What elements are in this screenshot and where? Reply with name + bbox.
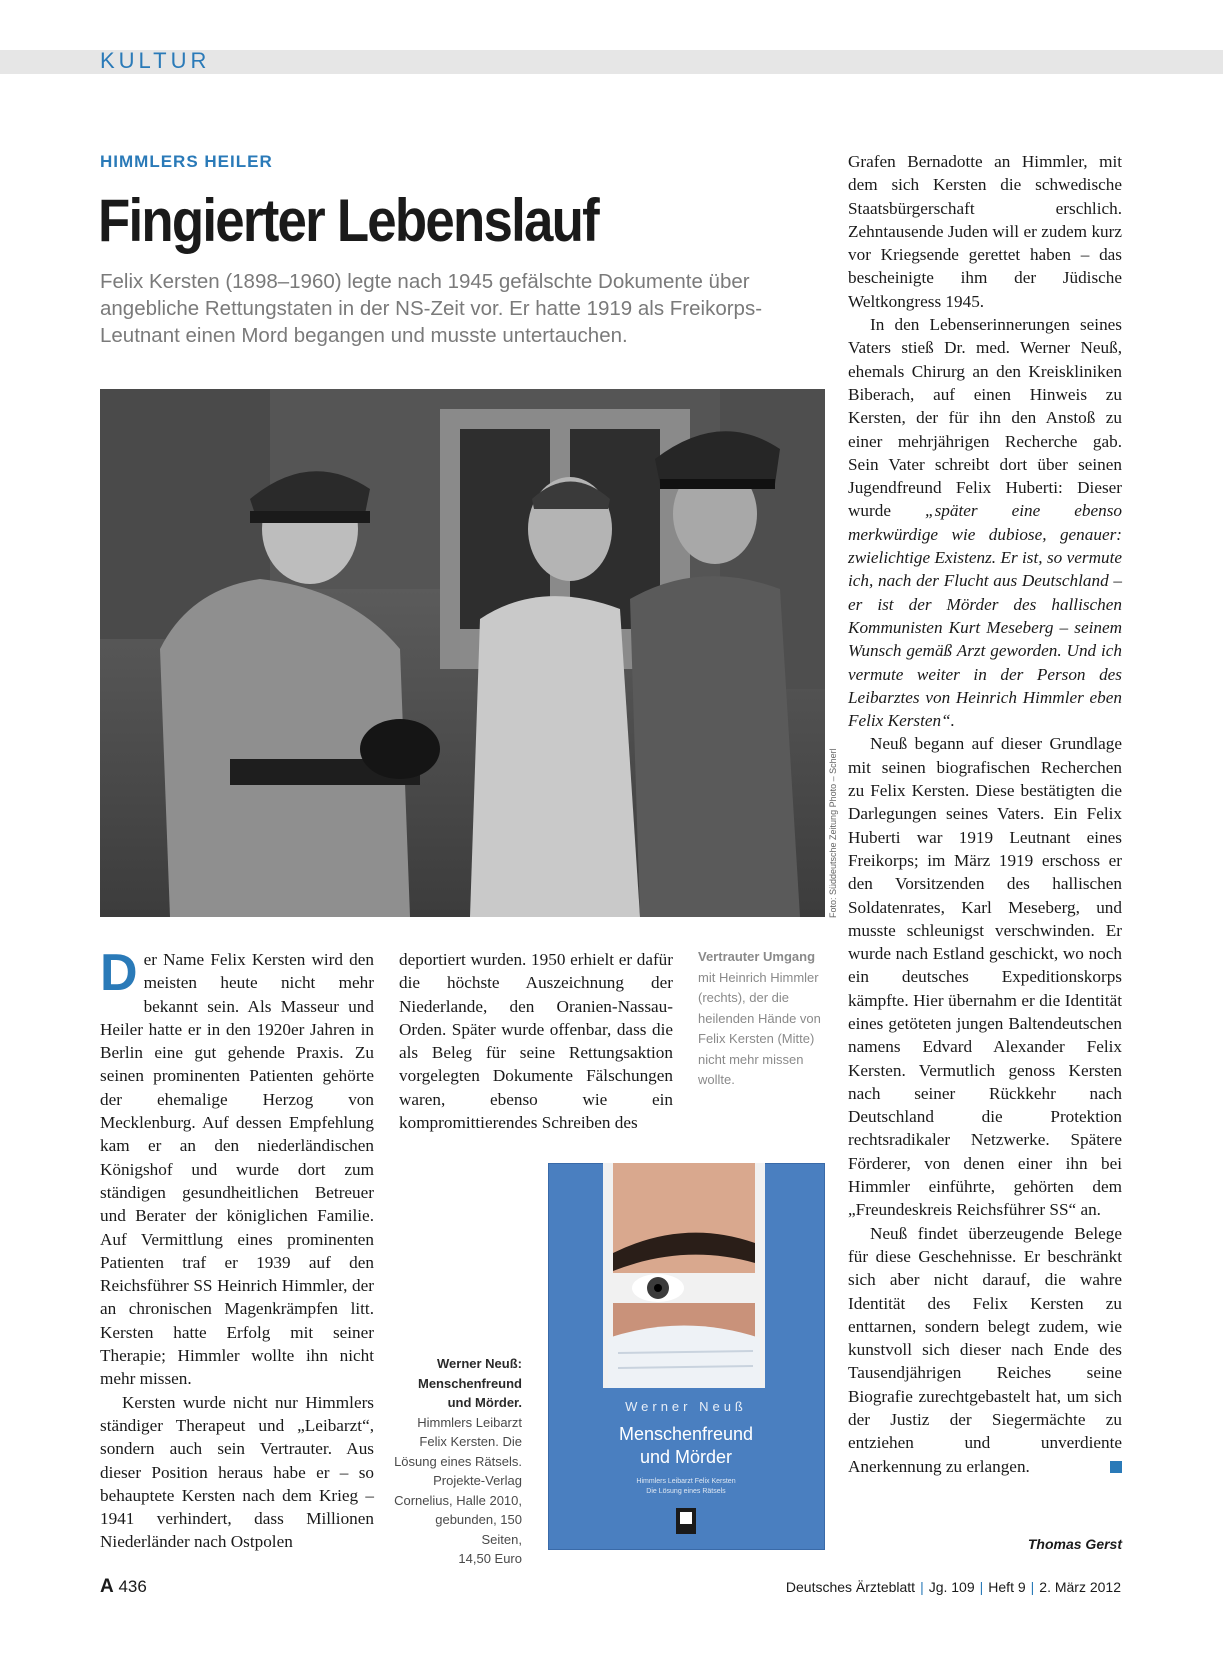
- body-paragraph: [848, 1222, 1122, 1478]
- caption-text: mit Heinrich Himmler (rechts), der die heilenden Hände von Felix Kersten (Mitte) nicht mehr missen wollte.: [698, 969, 821, 1087]
- book-cover: [548, 1163, 825, 1550]
- book-title-1: Menschenfreund: [618, 1424, 754, 1444]
- caption-line: gebunden, 150 Seiten,: [435, 1512, 522, 1547]
- book-subtitle-2: Die Lösung eines Rätsels: [646, 1488, 726, 1495]
- historical-photo: [100, 389, 825, 917]
- kicker: HIMMLERS HEILER: [100, 152, 273, 171]
- quote: „später eine ebenso merkwürdige wie dubiose, genauer: zwielichtige Existenz. Er ist, so vermute ich, nach der Flucht aus Deutschland – er ist der Mörder des hallischen Kommunisten Kurt Meseberg – seinem Wunsch gemäß Arzt geworden. Und ich vermute weiter in der Person des Leibarztes von Heinrich Himmler eben Felix Kersten“.: [848, 501, 1123, 731]
- caption-line: Felix Kersten. Die: [419, 1434, 522, 1449]
- photo-caption: [698, 947, 823, 1091]
- body-paragraph: Kersten wurde nicht nur Himmlers ständiger Therapeut und „Leibarzt“, sondern auch sein Vertrauter. Aus dieser Position heraus habe er – so behauptete Kersten nach dem Krieg – 1941 verhindert, dass Millionen Niederländer nach Ostpolen: [100, 1392, 374, 1552]
- caption-bold: Vertrauter Umgang: [698, 949, 816, 964]
- photo-credit: Foto: Süddeutsche Zeitung Photo – Scherl: [828, 748, 838, 918]
- body-paragraph: er Name Felix Kersten wird den meisten heute nicht mehr bekannt sein. Als Masseur und Heiler hatte er in den 1920er Jahren in Berlin eine gut gehende Praxis. Zu seinen prominenten Patienten gehörte der ehemalige Herzog von Mecklenburg. Auf dessen Empfehlung kam er an den niederländischen Königshof und wurde dort zum ständigen gesundheitlichen Betreuer und Berater der königlichen Familie. Auf Vermittlung eines prominenten Patienten traf er 1939 auf den Reichsführer SS Heinrich Himmler, der an chronischen Magenkrämpfen litt. Kersten hatte Erfolg mit seiner Therapie; Himmler wollte ihn nicht mehr missen.: [100, 950, 374, 1389]
- page-number: [100, 1576, 147, 1598]
- footer-info: Deutsches Ärzteblatt | Jg. 109 | Heft 9 | 2. März 2012: [785, 1579, 1121, 1595]
- lead-paragraph: Felix Kersten (1898–1960) legte nach 1945 gefälschte Dokumente über angebliche Rettungstaten in der NS-Zeit vor. Er hatte 1919 als Freikorps-Leutnant einen Mord begangen und musste untertauchen.: [100, 270, 763, 347]
- caption-line: Cornelius, Halle 2010,: [394, 1492, 522, 1508]
- dropcap: D: [100, 944, 138, 1002]
- section-label: KULTUR: [100, 48, 211, 73]
- caption-line: Himmlers Leibarzt: [417, 1414, 522, 1430]
- author-byline: Thomas Gerst: [1027, 1536, 1122, 1552]
- date: 2. März 2012: [1039, 1579, 1121, 1595]
- journal-name: Deutsches Ärzteblatt: [785, 1579, 916, 1595]
- caption-line: Projekte-Verlag: [433, 1473, 522, 1488]
- issue: Heft 9: [988, 1579, 1026, 1595]
- caption-bold: Menschenfreund: [417, 1375, 522, 1391]
- paragraph-text: In den Lebenserinnerungen seines Vaters stieß Dr. med. Werner Neuß, ehemals Chirurg an den Kreiskliniken Biberach, auf einen Hinweis zu Kersten, der für ihn den Anstoß zu einer mehrjährigen Recherche gab. Sein Vater schreibt dort über seinen Jugendfreund Felix Huberti: Dieser wurde: [848, 315, 1122, 521]
- book-title-2: und Mörder: [639, 1447, 733, 1467]
- headline: Fingierter Lebenslauf: [98, 187, 598, 254]
- body-paragraph: Grafen Bernadotte an Himmler, mit dem sich Kersten die schwedische Staatsbürgerschaft erschlich. Zehntausende Juden will er zudem kurz vor Kriegsende gerettet haben – das bescheinigte ihm der Jüdische Weltkongress 1945.: [848, 152, 1122, 311]
- caption-bold: Werner Neuß:: [437, 1356, 522, 1371]
- page-number-value: 436: [118, 1577, 147, 1596]
- book-caption: [392, 1354, 522, 1569]
- body-column-4: [848, 150, 1122, 1478]
- body-paragraph: Neuß begann auf dieser Grundlage mit seinen biografischen Recherchen zu Felix Kersten. Diese bestätigten die Darlegungen seines Vaters. Ein Felix Huberti war 1919 Leutnant eines Freikorps; im März 1919 erschoss er den Vorsitzenden des hallischen Soldatenrates, Karl Meseberg, und musste schleunigst verschwinden. Er wurde nach Estland geschickt, wo noch ein deutsches Expeditionskorps kämpfte. Hier übernahm er die Identität eines getöteten jungen Baltendeutschen namens Edvard Alexander Felix Kersten. Vermutlich genoss Kersten nach seiner Rückkehr nach Deutschland die Protektion rechtsradikaler Netzwerke. Spätere Förderer, von denen einer ihn bei Himmler einführte, gehörten dem „Freundeskreis Reichsführer SS“ an.: [848, 734, 1122, 1220]
- caption-line: Lösung eines Rätsels.: [394, 1453, 522, 1469]
- caption-bold: und Mörder.: [447, 1395, 522, 1410]
- body-paragraph: deportiert wurden. 1950 erhielt er dafür die höchste Auszeichnung der Niederlande, den Oranien-Nassau-Orden. Später wurde offenbar, dass die als Beleg für seine Rettungsaktion vorgelegten Dokumente Fälschungen waren, ebenso wie ein kompromittierendes Schreiben des: [399, 950, 673, 1133]
- book-author: Werner Neuß: [625, 1399, 747, 1414]
- body-column-2: [399, 948, 673, 1134]
- book-subtitle-1: Himmlers Leibarzt Felix Kersten: [636, 1478, 736, 1485]
- paragraph-text: Neuß findet überzeugende Belege für diese Geschehnisse. Er beschränkt sich aber nicht darauf, die wahre Identität des Felix Kersten zu enttarnen, sondern belegt zudem, wie kunstvoll sich dieser nach Ende des Tausendjährigen Reiches seine Biografie zurechtgebastelt hat, um sich der Justiz der Siegermächte zu entziehen und unverdiente Anerkennung zu erlangen.: [848, 1223, 1122, 1476]
- end-mark: [1110, 1461, 1122, 1473]
- caption-line: 14,50 Euro: [458, 1551, 522, 1566]
- body-column-1: [100, 944, 374, 1554]
- page-prefix: A: [100, 1576, 114, 1597]
- body-paragraph: [848, 313, 1122, 732]
- volume: Jg. 109: [928, 1579, 975, 1595]
